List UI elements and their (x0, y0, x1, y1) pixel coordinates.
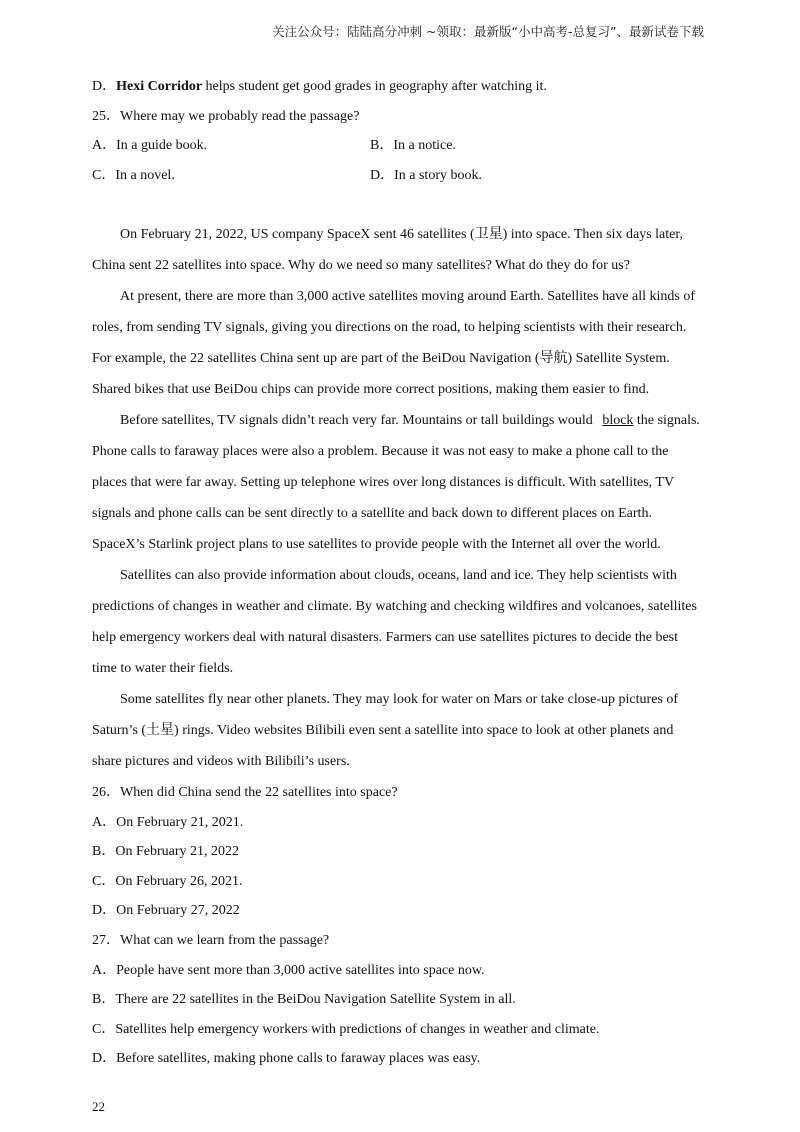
q25-question: 25．Where may we probably read the passage? (92, 108, 360, 124)
q24-option-d (92, 76, 708, 106)
q26-option-d: D．On February 27, 2022 (92, 903, 240, 919)
q26-option-b: B．On February 21, 2022 (92, 844, 239, 860)
passage-line: time to water their fields. (92, 660, 234, 676)
passage-line: share pictures and videos with Bilibili’s users. (92, 753, 350, 769)
passage-line: For example, the 22 satellites China sent up are part of the BeiDou Navigation (导航) Satellite System. (92, 350, 670, 366)
passage-line: SpaceX’s Starlink project plans to use satellites to provide people with the Internet all over the world. (92, 536, 661, 552)
passage-text: Before satellites, TV signals didn’t reach very far. Mountains or tall buildings would (120, 412, 593, 428)
q26-option-a: A．On February 21, 2021. (92, 814, 244, 830)
passage-text: the signals. (633, 412, 700, 428)
q26-question: 26．When did China send the 22 satellites into space? (92, 784, 398, 800)
passage-line: On February 21, 2022, US company SpaceX sent 46 satellites (卫星) into space. Then six days later, (120, 226, 683, 242)
q27-question: 27．What can we learn from the passage? (92, 932, 330, 948)
passage-line: Shared bikes that use BeiDou chips can provide more correct positions, making them easier to find. (92, 381, 650, 397)
passage-line: places that were far away. Setting up telephone wires over long distances is difficult. With satellites, TV (92, 474, 675, 490)
passage-line: China sent 22 satellites into space. Why do we need so many satellites? What do they do for us? (92, 257, 630, 273)
option-d-prefix: D． (92, 79, 117, 94)
option-d-text: helps student get good grades in geography after watching it. (202, 79, 547, 94)
passage-line: signals and phone calls can be sent directly to a satellite and back down to different places on Earth. (92, 505, 652, 521)
q25-option-a: A．In a guide book. (92, 138, 208, 154)
passage-line: Phone calls to faraway places were also a problem. Because it was not easy to make a phone call to the (92, 443, 669, 459)
q25-options-row2 (92, 165, 708, 195)
passage-line: Satellites can also provide information about clouds, oceans, land and ice. They help scientists with (120, 567, 677, 583)
page-number: 22 (92, 1099, 105, 1114)
reading-passage (92, 224, 708, 782)
q27-option-b: B．There are 22 satellites in the BeiDou Navigation Satellite System in all. (92, 992, 516, 1008)
q25-option-b: B．In a notice. (370, 138, 456, 154)
q27-option-c: C．Satellites help emergency workers with predictions of changes in weather and climate. (92, 1021, 600, 1037)
q26-option-c: C．On February 26, 2021. (92, 873, 243, 889)
page-header: 关注公众号：陆陆高分冲刺 ~领取：最新版“小中高考-总复习”、最新试卷下载 (272, 24, 704, 39)
passage-line: predictions of changes in weather and climate. By watching and checking wildfires and volcanoes, satellites (92, 598, 697, 614)
passage-line: roles, from sending TV signals, giving you directions on the road, to helping scientists with their research. (92, 319, 687, 335)
option-d-bold-title: Hexi Corridor (116, 79, 203, 94)
passage-line: Some satellites fly near other planets. They may look for water on Mars or take close-up pictures of (120, 691, 679, 707)
q27-option-a: A．People have sent more than 3,000 active satellites into space now. (92, 962, 485, 978)
underlined-word: block (602, 412, 634, 428)
q27-option-d: D．Before satellites, making phone calls to faraway places was easy. (92, 1051, 481, 1067)
q25-options-row1 (92, 135, 708, 165)
passage-line: help emergency workers deal with natural disasters. Farmers can use satellites pictures to decide the best (92, 629, 678, 645)
passage-line: At present, there are more than 3,000 active satellites moving around Earth. Satellites have all kinds of (120, 288, 695, 304)
q25-option-d: D．In a story book. (370, 167, 482, 183)
page-content (92, 76, 708, 1078)
passage-line: Saturn’s (土星) rings. Video websites Bilibili even sent a satellite into space to look at other planets and (92, 722, 674, 738)
passage-line (92, 410, 708, 441)
spacer (92, 194, 708, 224)
q25-option-c: C．In a novel. (92, 167, 175, 183)
